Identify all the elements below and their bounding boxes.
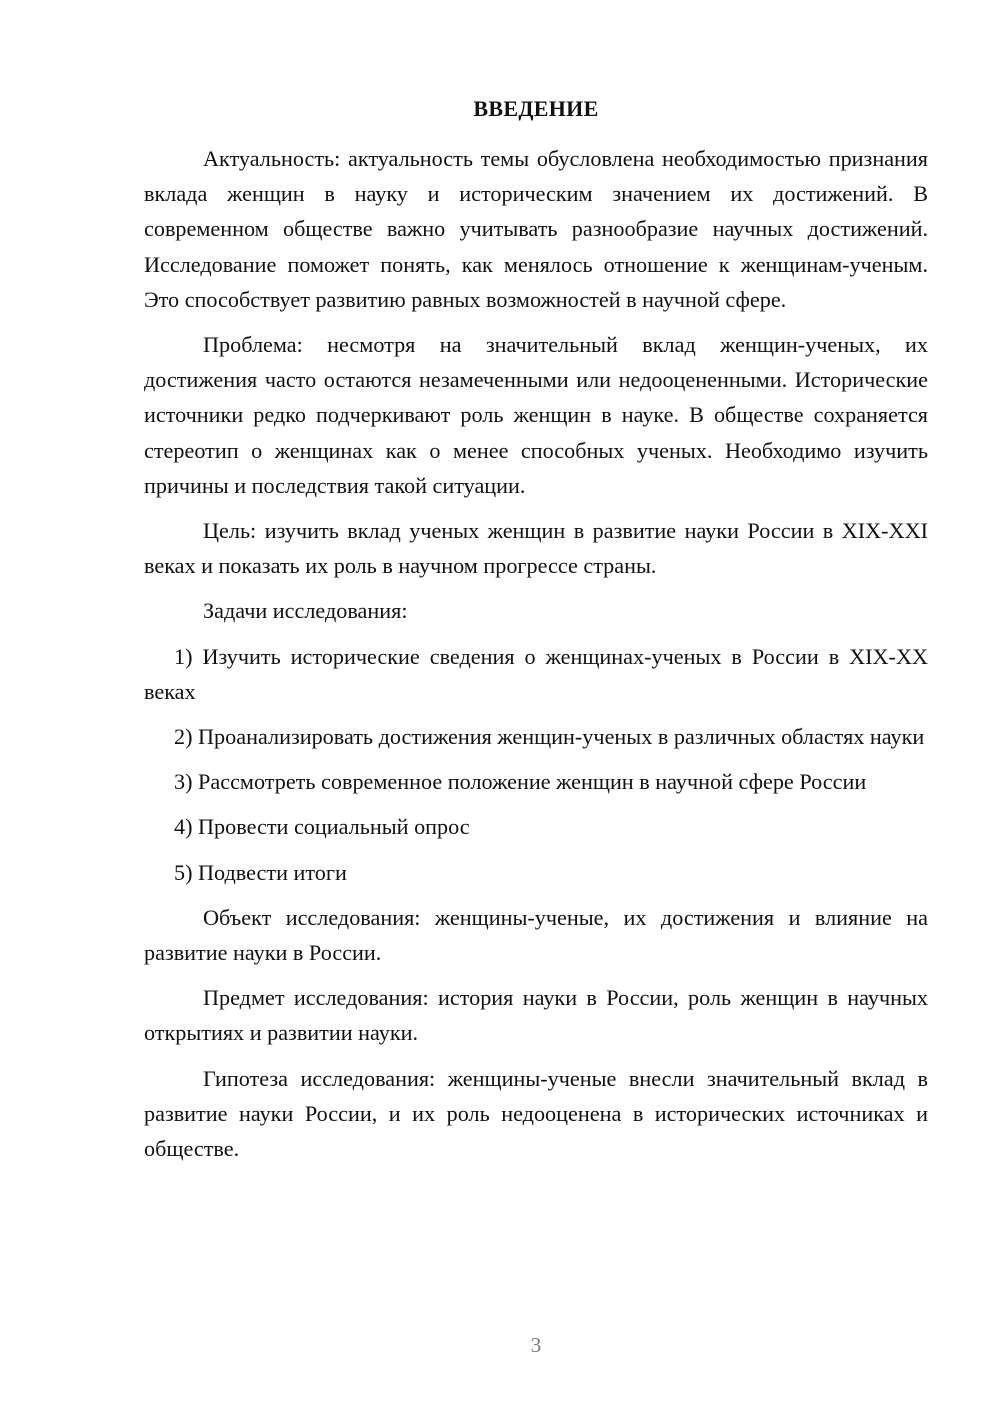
task-item: 5) Подвести итоги [174,859,347,885]
task-item: 1) Изучить исторические сведения о женщинах-ученых в России в XIX-XX веках [144,643,928,704]
task-item: 2) Проанализировать достижения женщин-ученых в различных областях науки [174,724,925,750]
task-item: 3) Рассмотреть современное положение женщин в научной сфере России [174,769,867,795]
paragraph-tasks-title: Задачи исследования: [203,598,408,624]
paragraph-subject: Предмет исследования: история науки в России, роль женщин в научных открытиях и развитии науки. [144,985,928,1046]
paragraph-goal: Цель: изучить вклад ученых женщин в развитие науки России в XIX-XXI веках и показать их роль в научном прогрессе страны. [144,518,928,579]
section-heading: ВВЕДЕНИЕ [473,96,599,121]
task-item: 4) Провести социальный опрос [174,814,470,840]
paragraph-hypothesis: Гипотеза исследования: женщины-ученые внесли значительный вклад в развитие науки России, и их роль недооценена в исторических источниках и обществе. [144,1065,928,1162]
paragraph-problem: Проблема: несмотря на значительный вклад женщин-ученых, их достижения часто остаются незамеченными или недооцененными. Исторические источники редко подчеркивают роль женщин в науке. В обществе сохраняется стереотип о женщинах как о менее способных ученых. Необходимо изучить причины и последствия такой ситуации. [144,332,928,498]
document-body [144,141,928,1176]
paragraph-object: Объект исследования: женщины-ученые, их достижения и влияние на развитие науки в России. [144,904,928,966]
paragraph-relevance: Актуальность: актуальность темы обусловлена необходимостью признания вклада женщин в науку и историческим значением их достижений. В современном обществе важно учитывать разнообразие научных достижений. Исследование поможет понять, как менялось отношение к женщинам-ученым. Это способствует развитию равных возможностей в научной сфере. [144,146,928,312]
page-number: 3 [530,1333,542,1357]
